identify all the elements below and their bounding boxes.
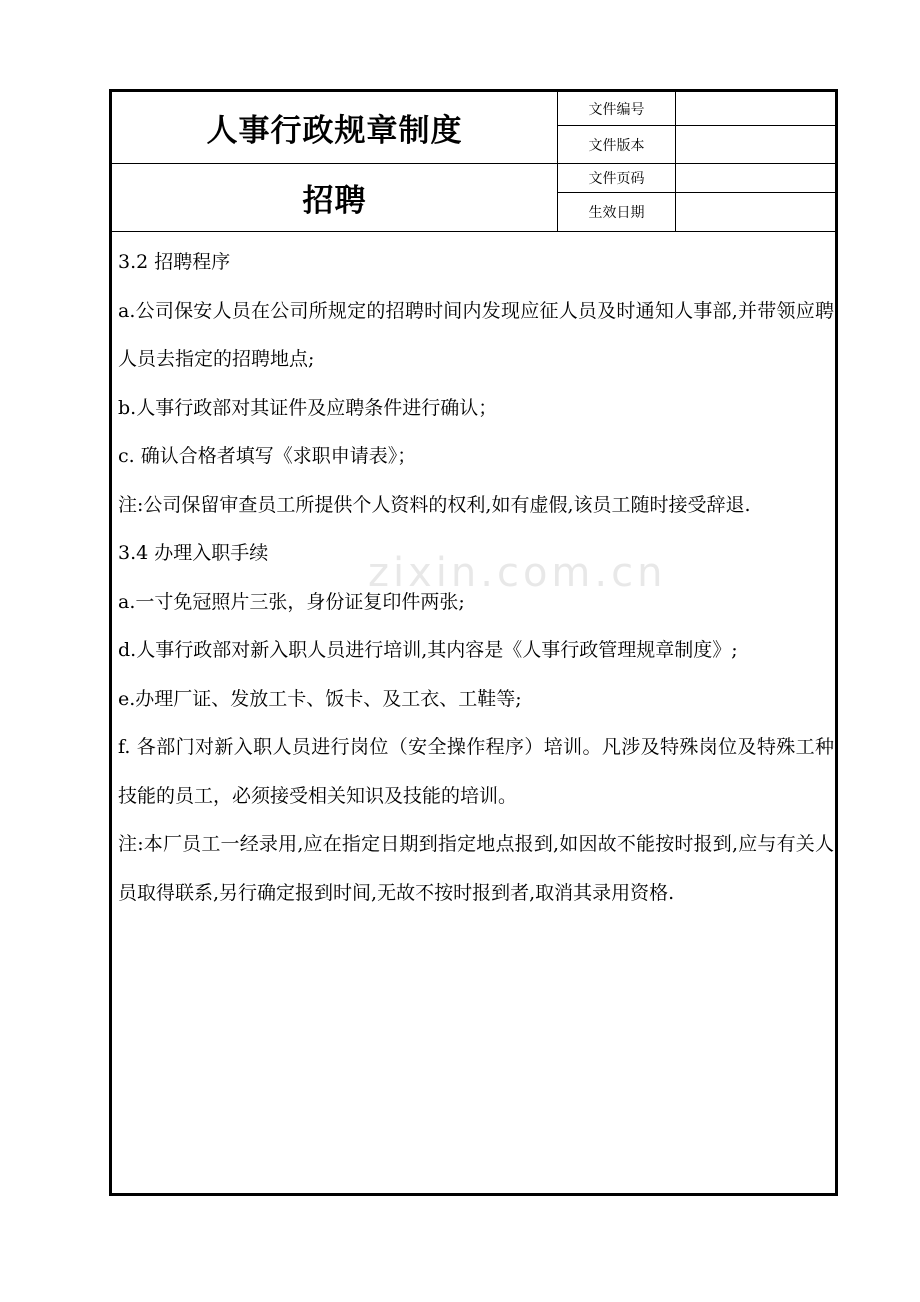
meta-value [676,193,835,231]
document-header [112,92,835,232]
body-paragraph: d.人事行政部对新入职人员进行培训,其内容是《人事行政管理规章制度》; [118,639,738,661]
meta-row-file-version [558,126,835,164]
meta-row-effective-date [558,193,835,231]
document-frame [109,89,838,1196]
meta-value [676,164,835,192]
document-body [118,238,834,917]
meta-row-file-number [558,92,835,126]
meta-value [676,126,835,163]
meta-label: 文件版本 [588,137,645,154]
meta-label: 文件编号 [588,101,645,118]
body-paragraph: f. 各部门对新入职人员进行岗位（安全操作程序）培训。凡涉及特殊岗位及特殊工种技能的员工，必须接受相关知识及技能的培训。 [118,736,834,807]
document-title: 人事行政规章制度 [112,92,557,164]
body-paragraph: e.办理厂证、发放工卡、饭卡、及工衣、工鞋等; [118,687,522,710]
document-subtitle: 招聘 [302,183,367,219]
body-paragraph: b.人事行政部对其证件及应聘条件进行确认； [118,396,498,419]
section-heading: 3.4 办理入职手续 [118,542,269,564]
note-paragraph: 注:本厂员工一经录用,应在指定日期到指定地点报到,如因故不能按时报到,应与有关人员取得联系,另行确定报到时间,无故不按时报到者,取消其录用资格. [118,833,834,904]
body-paragraph: a.公司保安人员在公司所规定的招聘时间内发现应征人员及时通知人事部,并带领应聘人员去指定的招聘地点; [118,299,834,370]
meta-value [676,92,835,125]
meta-label: 文件页码 [588,171,645,187]
body-paragraph: a.一寸免冠照片三张，身份证复印件两张; [118,590,465,613]
meta-label: 生效日期 [588,205,645,221]
note-paragraph: 注:公司保留审查员工所提供个人资料的权利,如有虚假,该员工随时接受辞退. [118,493,751,516]
body-paragraph: c. 确认合格者填写《求职申请表》； [118,445,417,467]
section-heading: 3.2 招聘程序 [118,251,231,273]
watermark: zixin.com.cn [368,550,667,596]
meta-row-page-number [558,164,835,193]
